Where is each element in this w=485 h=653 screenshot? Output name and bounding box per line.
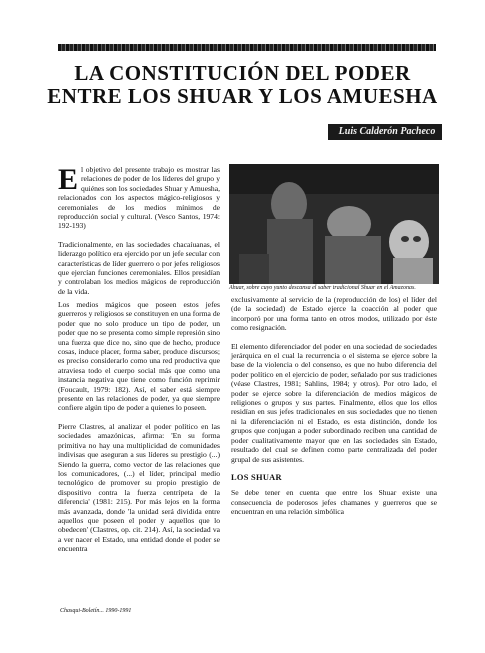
right-column xyxy=(231,295,437,526)
photo-caption: Ahuar, sobre cuyo yunto descansa el saber tradicional Shuar en el Amazonas. xyxy=(229,285,416,291)
photo-image xyxy=(229,164,439,284)
intro-column xyxy=(58,165,220,305)
page-footer: Chasqui-Boletín... 1990-1991 xyxy=(60,608,132,614)
left-paragraph-1: Los medios mágicos que poseen estos jefes guerreros y religiosos se constituyen en una forma de poder que no solo produce un tipo de poder, un poder que no se presenta como simple represión sino una fuerza que dice no, sino que de hecho, produce cosas, induce placer, forma saber, produce discursos; es preciso considerarlo como una red productiva que atraviesa todo el cuerpo social más que como una instancia negativa que tiene como función reprimir (Foucault, 1979: 182). Así, el saber está siempre presente en las relaciones de poder, ya que siempre confiere algún tipo de poder a quienes lo poseen. xyxy=(58,300,220,413)
intro-paragraph xyxy=(58,165,220,231)
intro-text: l objetivo del presente trabajo es mostrar las relaciones de poder de los líderes del grupo y quiénes son los sociedades Shuar y Amuesha, relacionados con los aspectos mágico-religiosos y ceremoniales de los medios mínimos de reproducción social y cultural. (Vesco Santos, 1974: 192-193) xyxy=(58,165,220,231)
left-paragraph-2: Pierre Clastres, al analizar el poder político en las sociedades amazónicas, afirma: 'En su forma primitiva no hay una multiplicidad de comunidades indivisas que aseguran a sus líderes su prestigio (...) Siendo la guerra, como vector de las relaciones que los comunicadores, (...) el líder, principal medio tecnológico de promover su propio prestigio de dispositivo contra la fuerza centrípeta de la diferencia' (1981: 215). Por más lejos en la forma más avanzada, donde 'la unidad será dividida entre aquellos que poseen el poder y aquellos que lo obedecen' (Clastres, op. cit. 214). Así, la sociedad va a ver nacer el Estado, una entidad donde el poder se encuentra xyxy=(58,421,220,554)
section-heading: LOS SHUAR xyxy=(231,472,282,482)
header-decorative-band xyxy=(58,44,436,51)
right-paragraph-3: Se debe tener en cuenta que entre los Shuar existe una consecuencia de poderosos jefes chamanes y guerreros que se encuentran en una relación simbólica xyxy=(231,488,437,517)
right-paragraph-1: exclusivamente al servicio de la (reproducción de los) el líder del (de la sociedad) de Estado ejerce la coacción al poder que incorporó por una forma tanto en otros modos, utilizado por éste como resignación. xyxy=(231,295,437,333)
author-name: Luis Calderón Pacheco xyxy=(338,126,436,137)
right-paragraph-2: El elemento diferenciador del poder en una sociedad de sociedades jerárquica en el cual la recurrencia o el sistema se ejerce sobre la base de la violencia o del consenso, es que no hubo diferencia del poder político en el ejercicio de poder, señalado por sus tradiciones (véase Clastres, 1981; Sahlins, 1984; y otros). Por otro lado, el poder se ejerce sobre la diferenciación de medios mágicos de religiones o grupos y sus partes. Finalmente, ellos que los ellos residían en sus jefes tradicionales en sus sociedades que no tienen ni la diferenciación ni el Estado, es esta distinción, donde los grupos que conjugan a poder subordinado reciben una cantidad de poder cualitativamente mayor que en las sociedades sin Estado, resultado del cual se definen como parte centralizada del poder grupal de sus asistentes. xyxy=(231,341,437,464)
article-title-line1: LA CONSTITUCIÓN DEL PODER xyxy=(74,61,411,85)
left-column xyxy=(58,300,220,563)
article-title-line2: ENTRE LOS SHUAR Y LOS AMUESHA xyxy=(47,84,438,108)
article-photo xyxy=(229,164,439,284)
drop-cap: E xyxy=(58,163,79,196)
intro-paragraph-2: Tradicionalmente, en las sociedades chacaíuanas, el liderazgo político era ejercido por un jefe secular con características de líder guerrero o por jefes religiosos que ejercían funciones ceremoniales. Ellos presidían y controlaban los medios mágicos de reproducción de la vida. xyxy=(58,239,220,296)
